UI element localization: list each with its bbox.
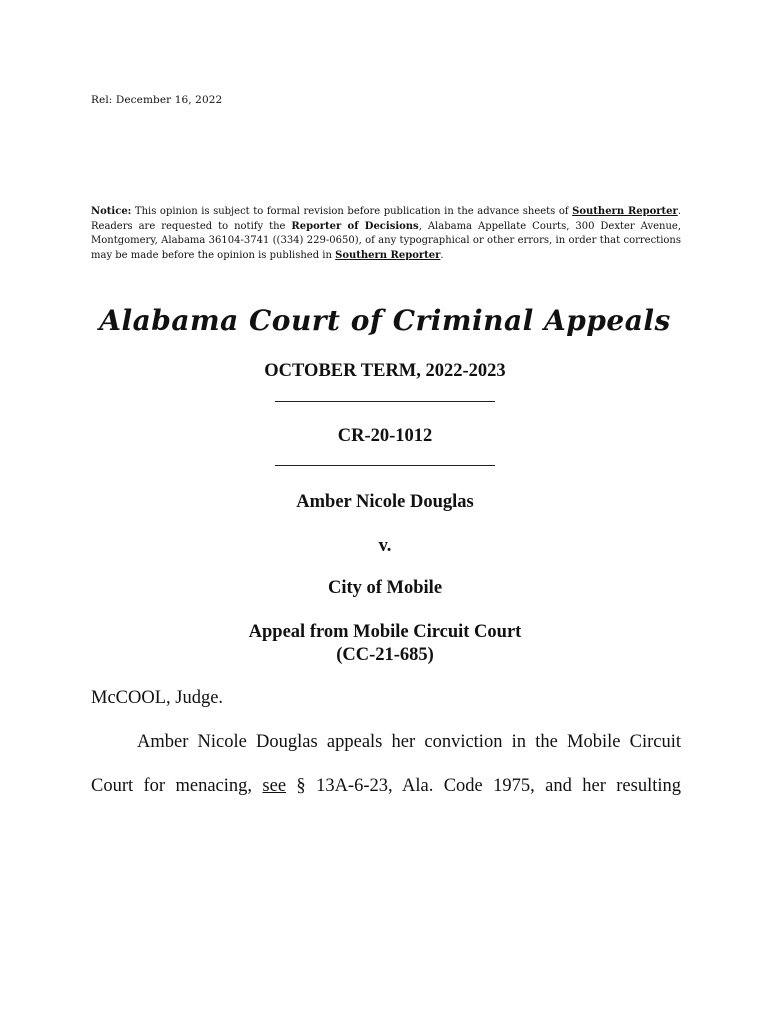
court-title: Alabama Court of Criminal Appeals bbox=[99, 304, 671, 337]
opinion-text: Court for menacing, bbox=[91, 776, 263, 796]
opinion-line bbox=[91, 776, 681, 797]
appellant-name: Amber Nicole Douglas bbox=[296, 492, 474, 512]
release-date: Rel: December 16, 2022 bbox=[91, 94, 223, 106]
divider-rule bbox=[275, 401, 495, 402]
opinion-line: Amber Nicole Douglas appeals her conviction in the Mobile Circuit bbox=[137, 732, 681, 752]
notice-text-3: , Alabama Appellate Courts, 300 Dexter Avenue, Montgomery, Alabama 36104-3741 ((334) 229-0650), of any typographical or other errors, in order that corrections may be made before the opinion is published in bbox=[91, 220, 681, 261]
publication-notice bbox=[91, 205, 681, 263]
appellee-name: City of Mobile bbox=[327, 578, 443, 598]
citation-signal: see bbox=[262, 776, 287, 796]
opinion-text: § 13A-6-23, Ala. Code 1975, and her resulting bbox=[286, 776, 682, 796]
divider-rule bbox=[275, 465, 495, 466]
term-heading: OCTOBER TERM, 2022-2023 bbox=[264, 361, 506, 381]
notice-label: Notice: bbox=[91, 206, 132, 217]
notice-text-1: This opinion is subject to formal revision before publication in the advance sheets of bbox=[131, 206, 573, 217]
appeal-source: Appeal from Mobile Circuit Court bbox=[248, 622, 522, 642]
notice-text-2: . Readers are requested to notify the bbox=[91, 206, 681, 232]
notice-text-4: . bbox=[440, 249, 444, 261]
versus: v. bbox=[378, 536, 392, 556]
lower-court-case-number: (CC-21-685) bbox=[336, 645, 434, 665]
southern-reporter-ref-1: Southern Reporter bbox=[572, 206, 678, 217]
southern-reporter-ref-2: Southern Reporter bbox=[335, 249, 441, 261]
case-number: CR-20-1012 bbox=[337, 426, 433, 446]
reporter-of-decisions: Reporter of Decisions bbox=[291, 220, 419, 232]
opinion-author: McCOOL, Judge. bbox=[91, 688, 224, 708]
